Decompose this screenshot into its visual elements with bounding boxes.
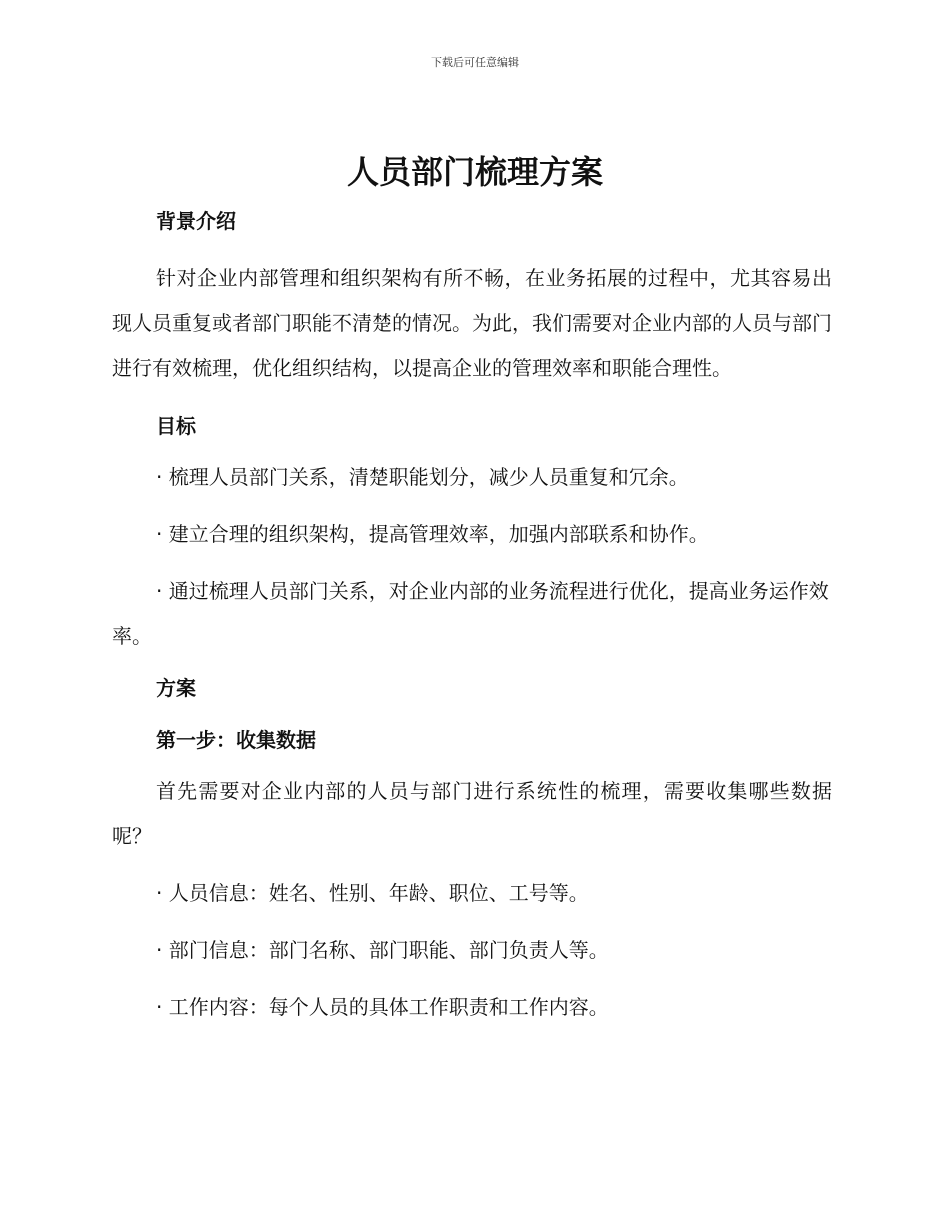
- data-item: · 工作内容：每个人员的具体工作职责和工作内容。: [156, 995, 609, 1019]
- section-heading-background: 背景介绍: [156, 209, 236, 233]
- background-paragraph: 针对企业内部管理和组织架构有所不畅，在业务拓展的过程中，尤其容易出现人员重复或者部门职能不清楚的情况。为此，我们需要对企业内部的人员与部门进行有效梳理，优化组织结构，以提高企业的管理效率和职能合理性。: [112, 266, 832, 380]
- data-item: · 部门信息：部门名称、部门职能、部门负责人等。: [156, 938, 609, 962]
- section-heading-plan: 方案: [156, 676, 196, 700]
- document-title: 人员部门梳理方案: [346, 153, 603, 191]
- document-body: [112, 204, 832, 1030]
- goal-item: · 通过梳理人员部门关系，对企业内部的业务流程进行优化，提高业务运作效率。: [112, 579, 829, 648]
- section-heading-goals: 目标: [156, 414, 196, 438]
- goal-item: · 建立合理的组织架构，提高管理效率，加强内部联系和协作。: [156, 522, 709, 546]
- header-note: 下载后可任意编辑: [431, 56, 519, 69]
- step1-heading: 第一步：收集数据: [156, 728, 316, 752]
- data-item: · 人员信息：姓名、性别、年龄、职位、工号等。: [156, 881, 589, 905]
- step1-paragraph: 首先需要对企业内部的人员与部门进行系统性的梳理，需要收集哪些数据呢？: [112, 779, 832, 848]
- goal-item: · 梳理人员部门关系，清楚职能划分，减少人员重复和冗余。: [156, 465, 689, 489]
